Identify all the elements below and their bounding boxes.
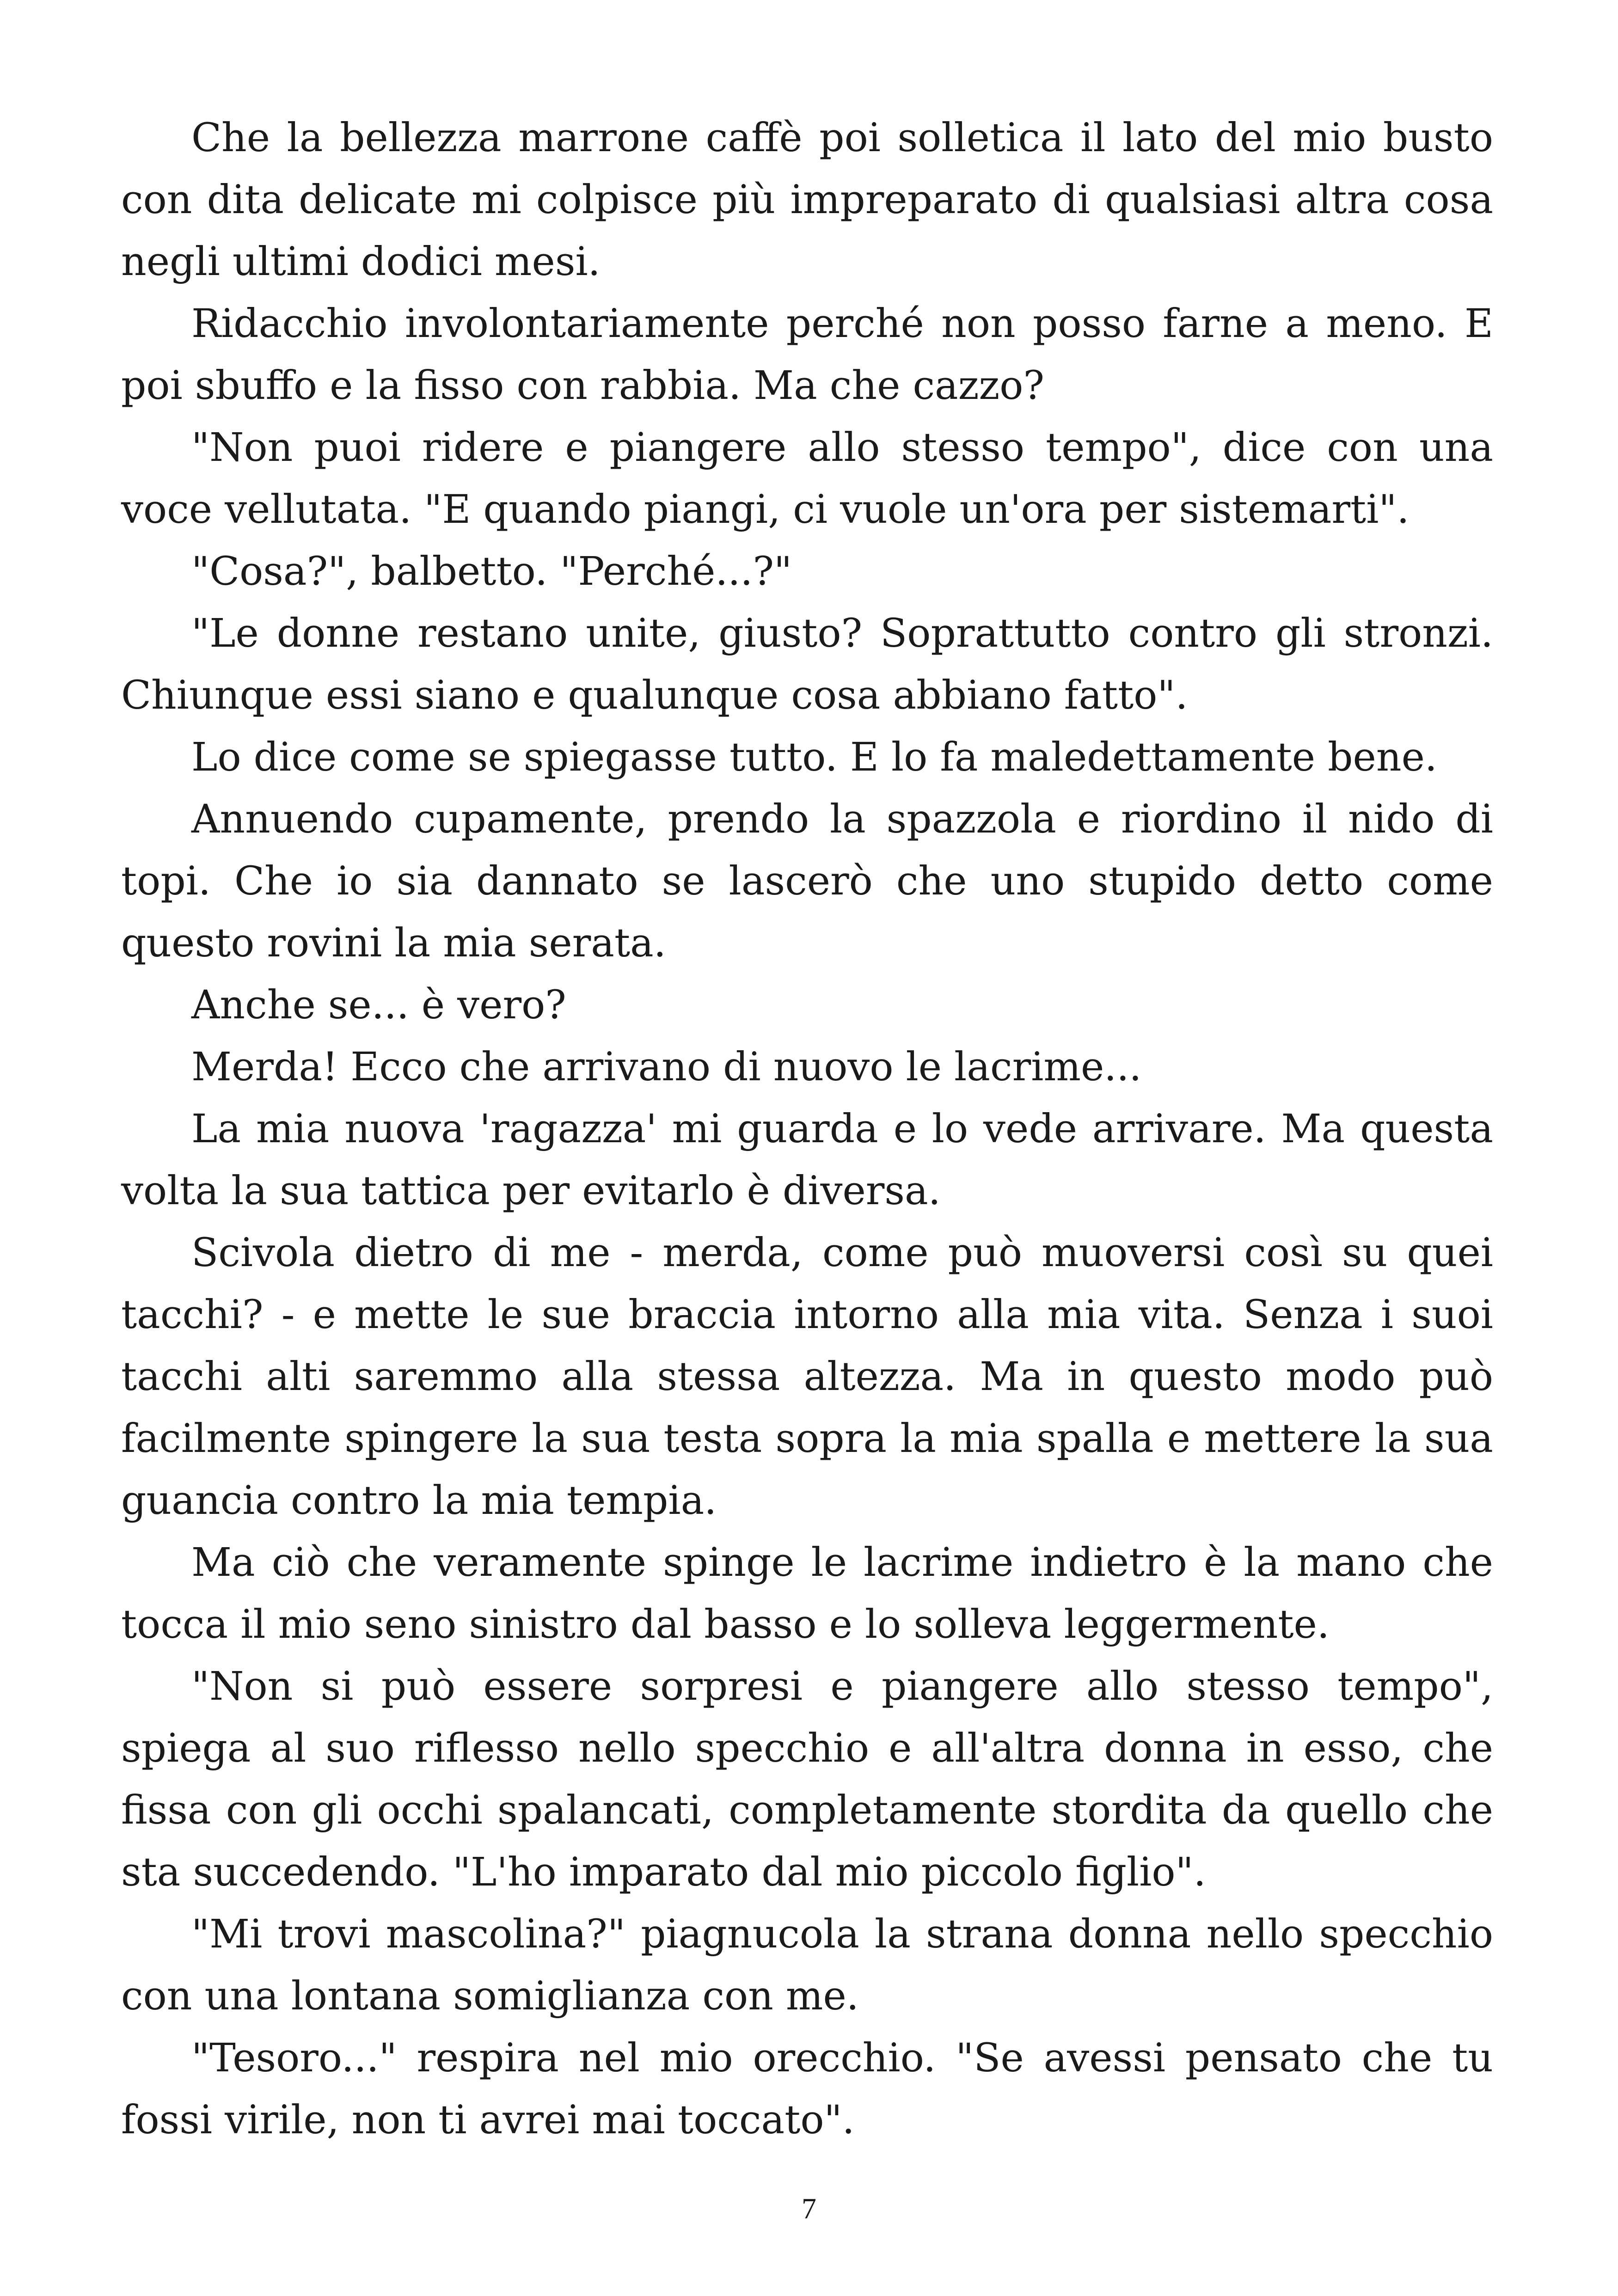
paragraph: "Non puoi ridere e piangere allo stesso tempo", dice con una voce vellutata. "E quando piangi, ci vuole un'ora per sistemarti".: [121, 425, 1493, 533]
paragraph: Che la bellezza marrone caffè poi solletica il lato del mio busto con dita delicate mi colpisce più impreparato di qualsiasi altra cosa negli ultimi dodici mesi.: [121, 115, 1493, 285]
page-number: 7: [802, 2192, 816, 2225]
paragraph: Scivola dietro di me - merda, come può muoversi così su quei tacchi? - e mette le sue braccia intorno alla mia vita. Senza i suoi tacchi alti saremmo alla stessa altezza. Ma in questo modo può facilmente spingere la sua testa sopra la mia spalla e mettere la sua guancia contro la mia tempia.: [121, 1230, 1493, 1524]
page-body: [121, 107, 1493, 2151]
paragraph: Ma ciò che veramente spinge le lacrime indietro è la mano che tocca il mio seno sinistro dal basso e lo solleva leggermente.: [121, 1540, 1493, 1647]
paragraph: Ridacchio involontariamente perché non posso farne a meno. E poi sbuffo e la fisso con rabbia. Ma che cazzo?: [121, 301, 1493, 409]
paragraph: La mia nuova 'ragazza' mi guarda e lo vede arrivare. Ma questa volta la sua tattica per evitarlo è diversa.: [121, 1106, 1493, 1214]
paragraph: Annuendo cupamente, prendo la spazzola e riordino il nido di topi. Che io sia dannato se lascerò che uno stupido detto come questo rovini la mia serata.: [121, 796, 1493, 966]
paragraph: "Tesoro..." respira nel mio orecchio. "Se avessi pensato che tu fossi virile, non ti avrei mai toccato".: [121, 2035, 1493, 2143]
paragraph: Merda! Ecco che arrivano di nuovo le lacrime...: [191, 1044, 1142, 1090]
paragraph: Anche se... è vero?: [191, 982, 566, 1028]
paragraph: "Cosa?", balbetto. "Perché...?": [191, 549, 792, 594]
paragraph: "Non si può essere sorpresi e piangere allo stesso tempo", spiega al suo riflesso nello specchio e all'altra donna in esso, che fissa con gli occhi spalancati, completamente stordita da quello che sta succedendo. "L'ho imparato dal mio piccolo figlio".: [121, 1664, 1493, 1895]
paragraph: Lo dice come se spiegasse tutto. E lo fa maledettamente bene.: [191, 735, 1437, 780]
paragraph: "Le donne restano unite, giusto? Soprattutto contro gli stronzi. Chiunque essi siano e qualunque cosa abbiano fatto".: [121, 611, 1493, 718]
paragraph: "Mi trovi mascolina?" piagnucola la strana donna nello specchio con una lontana somiglianza con me.: [121, 1911, 1493, 2019]
